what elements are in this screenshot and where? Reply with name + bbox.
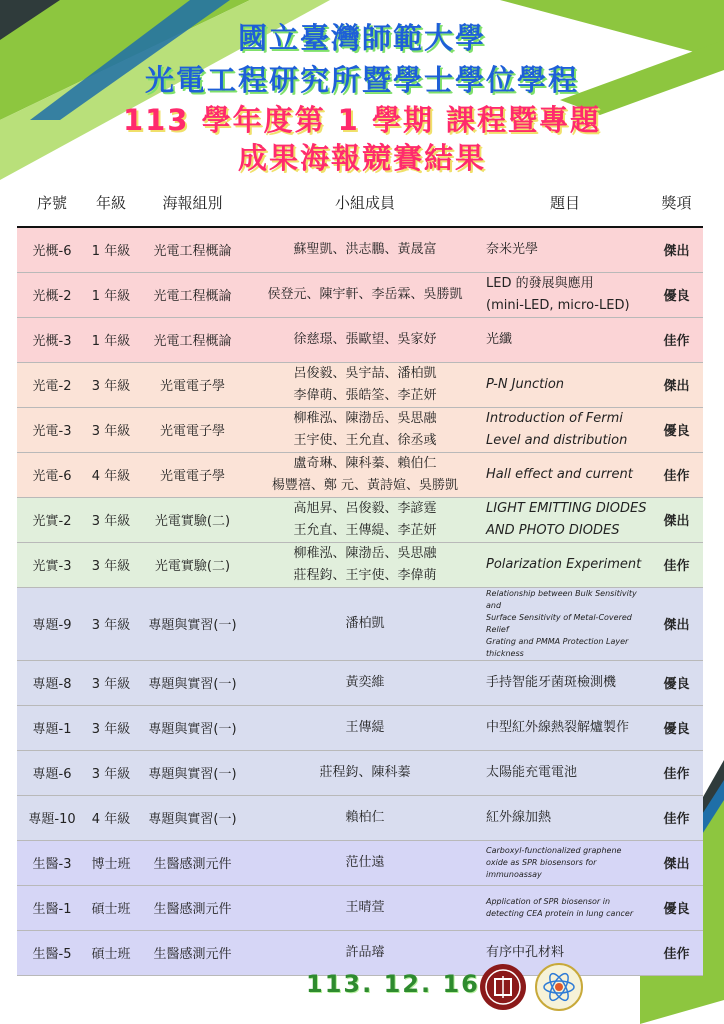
- row-members: [250, 705, 480, 750]
- row-group: 光電實驗(二): [135, 542, 250, 587]
- table-row: [17, 542, 703, 587]
- row-grade: 1 年級: [87, 227, 135, 272]
- row-grade: 1 年級: [87, 317, 135, 362]
- title-line: 光纖: [486, 331, 513, 347]
- row-award: 優良: [650, 272, 703, 317]
- title-line: Application of SPR biosensor in: [486, 896, 611, 906]
- table-row: [17, 317, 703, 362]
- member-line: 侯登元、陳宇軒、李岳霖、吳勝凱: [267, 286, 463, 302]
- university-title: 國立臺灣師範大學: [237, 21, 486, 55]
- member-line: 范仕遠: [345, 854, 385, 870]
- row-group: 專題與實習(一): [135, 750, 250, 795]
- title-line: Grating and PMMA Protection Layer: [486, 636, 629, 646]
- table-row: [17, 587, 703, 660]
- table-row: [17, 885, 703, 930]
- row-award: 優良: [650, 705, 703, 750]
- member-line: 潘柏凱: [345, 615, 385, 631]
- table-row: [17, 362, 703, 407]
- title-line: Hall effect and current: [486, 466, 633, 482]
- semester-title: 113 學年度第 1 學期 課程暨專題: [122, 103, 602, 137]
- title-line: immunoassay: [486, 869, 542, 879]
- row-id: 光實-2: [17, 497, 87, 542]
- row-id: 光電-6: [17, 452, 87, 497]
- table-row: [17, 705, 703, 750]
- table-row: [17, 497, 703, 542]
- table-row: [17, 795, 703, 840]
- row-award: 傑出: [650, 497, 703, 542]
- member-line: 王宇使、王允直、徐丞彧: [293, 432, 437, 448]
- row-id: 光實-3: [17, 542, 87, 587]
- row-members: [250, 587, 480, 660]
- row-award: 佳作: [650, 452, 703, 497]
- row-award: 傑出: [650, 587, 703, 660]
- row-title: [480, 705, 650, 750]
- table-row: [17, 407, 703, 452]
- row-award: 傑出: [650, 362, 703, 407]
- title-line: Polarization Experiment: [486, 556, 642, 572]
- row-group: 光電工程概論: [135, 272, 250, 317]
- member-line: 蘇聖凱、洪志鵬、黃晟富: [293, 241, 437, 257]
- row-grade: 博士班: [87, 840, 135, 885]
- row-group: 生醫感測元件: [135, 840, 250, 885]
- title-line: detecting CEA protein in lung cancer: [486, 908, 634, 918]
- title-line: Introduction of Fermi: [486, 410, 623, 426]
- column-header-award: 獎項: [650, 178, 703, 227]
- table-row: [17, 930, 703, 975]
- row-id: 光概-6: [17, 227, 87, 272]
- department-emblem-icon: [534, 962, 584, 1012]
- row-title: [480, 272, 650, 317]
- row-grade: 碩士班: [87, 885, 135, 930]
- member-line: 王晴萱: [345, 899, 385, 915]
- row-title: [480, 497, 650, 542]
- row-id: 專題-1: [17, 705, 87, 750]
- row-award: 佳作: [650, 750, 703, 795]
- row-group: 光電實驗(二): [135, 497, 250, 542]
- row-group: 專題與實習(一): [135, 795, 250, 840]
- institute-title: 光電工程研究所暨學士學位學程: [144, 63, 579, 97]
- title-line: (mini-LED, micro-LED): [486, 297, 630, 313]
- title-line: 紅外線加熱: [486, 809, 552, 825]
- member-line: 高旭昇、呂俊毅、李諺霆: [293, 500, 437, 516]
- row-title: [480, 227, 650, 272]
- row-id: 專題-8: [17, 660, 87, 705]
- row-id: 光電-3: [17, 407, 87, 452]
- member-line: 盧奇琳、陳科蓁、賴伯仁: [293, 455, 437, 471]
- row-grade: 碩士班: [87, 930, 135, 975]
- member-line: 柳稚泓、陳渤岳、吳思融: [293, 545, 437, 561]
- row-grade: 3 年級: [87, 705, 135, 750]
- row-members: [250, 272, 480, 317]
- row-award: 優良: [650, 660, 703, 705]
- row-title: [480, 362, 650, 407]
- university-seal-icon: [478, 962, 528, 1012]
- row-award: 優良: [650, 407, 703, 452]
- title-line: LIGHT EMITTING DIODES: [486, 500, 647, 516]
- row-members: [250, 497, 480, 542]
- row-grade: 3 年級: [87, 587, 135, 660]
- member-line: 王允直、王傳緹、李芷妍: [293, 522, 437, 538]
- row-grade: 1 年級: [87, 272, 135, 317]
- title-line: 中型紅外線熱裂解爐製作: [486, 719, 630, 735]
- row-group: 專題與實習(一): [135, 705, 250, 750]
- title-line: AND PHOTO DIODES: [486, 522, 620, 538]
- table-row: [17, 227, 703, 272]
- row-grade: 3 年級: [87, 362, 135, 407]
- event-date: 113. 12. 16: [306, 970, 480, 998]
- row-members: [250, 660, 480, 705]
- row-award: 佳作: [650, 317, 703, 362]
- row-grade: 3 年級: [87, 542, 135, 587]
- row-members: [250, 452, 480, 497]
- row-title: [480, 317, 650, 362]
- row-title: [480, 750, 650, 795]
- member-line: 李偉萌、張皓筌、李芷妍: [293, 387, 437, 403]
- row-grade: 4 年級: [87, 795, 135, 840]
- row-grade: 3 年級: [87, 497, 135, 542]
- title-line: 手持智能牙菌斑檢測機: [486, 674, 617, 690]
- row-group: 光電電子學: [135, 452, 250, 497]
- row-members: [250, 750, 480, 795]
- table-row: [17, 452, 703, 497]
- row-id: 專題-9: [17, 587, 87, 660]
- row-award: 佳作: [650, 542, 703, 587]
- table-header-row: [17, 178, 703, 227]
- title-line: Level and distribution: [486, 432, 628, 448]
- row-id: 專題-6: [17, 750, 87, 795]
- title-line: 太陽能充電電池: [486, 764, 578, 780]
- title-line: P-N Junction: [486, 376, 565, 392]
- title-line: Carboxyl-functionalized graphene: [486, 845, 622, 855]
- row-members: [250, 885, 480, 930]
- title-line: thickness: [486, 648, 524, 658]
- member-line: 賴柏仁: [345, 809, 385, 825]
- row-award: 傑出: [650, 227, 703, 272]
- row-group: 專題與實習(一): [135, 660, 250, 705]
- member-line: 柳稚泓、陳渤岳、吳思融: [293, 410, 437, 426]
- row-id: 光概-3: [17, 317, 87, 362]
- row-group: 光電電子學: [135, 407, 250, 452]
- member-line: 徐慈璟、張歐望、吳家妤: [293, 331, 437, 347]
- row-title: [480, 587, 650, 660]
- row-title: [480, 840, 650, 885]
- row-group: 生醫感測元件: [135, 930, 250, 975]
- row-award: 傑出: [650, 840, 703, 885]
- title-line: oxide as SPR biosensors for: [486, 857, 597, 867]
- row-group: 光電工程概論: [135, 227, 250, 272]
- row-members: [250, 362, 480, 407]
- row-members: [250, 317, 480, 362]
- row-grade: 3 年級: [87, 750, 135, 795]
- row-title: [480, 542, 650, 587]
- row-title: [480, 660, 650, 705]
- row-members: [250, 795, 480, 840]
- member-line: 呂俊毅、吳宇喆、潘柏凱: [293, 365, 437, 381]
- row-id: 光電-2: [17, 362, 87, 407]
- member-line: 王傳緹: [345, 719, 385, 735]
- title-line: Surface Sensitivity of Metal-Covered Relief: [486, 612, 632, 634]
- results-title: 成果海報競賽結果: [237, 141, 486, 175]
- member-line: 莊程鈞、王宇使、李偉萌: [293, 567, 437, 583]
- table-row: [17, 272, 703, 317]
- member-line: 許品璿: [345, 944, 385, 960]
- row-members: [250, 542, 480, 587]
- row-id: 專題-10: [17, 795, 87, 840]
- title-line: 奈米光學: [486, 241, 539, 257]
- row-members: [250, 227, 480, 272]
- row-group: 光電電子學: [135, 362, 250, 407]
- row-group: 生醫感測元件: [135, 885, 250, 930]
- row-grade: 4 年級: [87, 452, 135, 497]
- row-group: 專題與實習(一): [135, 587, 250, 660]
- row-id: 生醫-1: [17, 885, 87, 930]
- results-table: [17, 178, 703, 976]
- row-id: 生醫-3: [17, 840, 87, 885]
- row-award: 佳作: [650, 795, 703, 840]
- row-id: 生醫-5: [17, 930, 87, 975]
- title-line: 有序中孔材料: [486, 944, 565, 960]
- member-line: 楊豐禧、鄭 元、黃詩媗、吳勝凱: [271, 477, 459, 493]
- column-header-title: 題目: [480, 178, 650, 227]
- table-row: [17, 840, 703, 885]
- member-line: 黃奕維: [345, 674, 385, 690]
- column-header-members: 小組成員: [250, 178, 480, 227]
- table-row: [17, 660, 703, 705]
- row-members: [250, 930, 480, 975]
- column-header-id: 序號: [17, 178, 87, 227]
- column-header-group: 海報組別: [135, 178, 250, 227]
- title-line: Relationship between Bulk Sensitivity and: [486, 588, 637, 610]
- row-members: [250, 840, 480, 885]
- row-title: [480, 885, 650, 930]
- title-line: LED 的發展與應用: [486, 275, 594, 291]
- row-members: [250, 407, 480, 452]
- row-group: 光電工程概論: [135, 317, 250, 362]
- row-award: 優良: [650, 885, 703, 930]
- member-line: 莊程鈞、陳科蓁: [319, 764, 411, 780]
- row-title: [480, 795, 650, 840]
- column-header-grade: 年級: [87, 178, 135, 227]
- row-grade: 3 年級: [87, 660, 135, 705]
- row-award: 佳作: [650, 930, 703, 975]
- row-grade: 3 年級: [87, 407, 135, 452]
- row-title: [480, 452, 650, 497]
- row-id: 光概-2: [17, 272, 87, 317]
- row-title: [480, 407, 650, 452]
- table-row: [17, 750, 703, 795]
